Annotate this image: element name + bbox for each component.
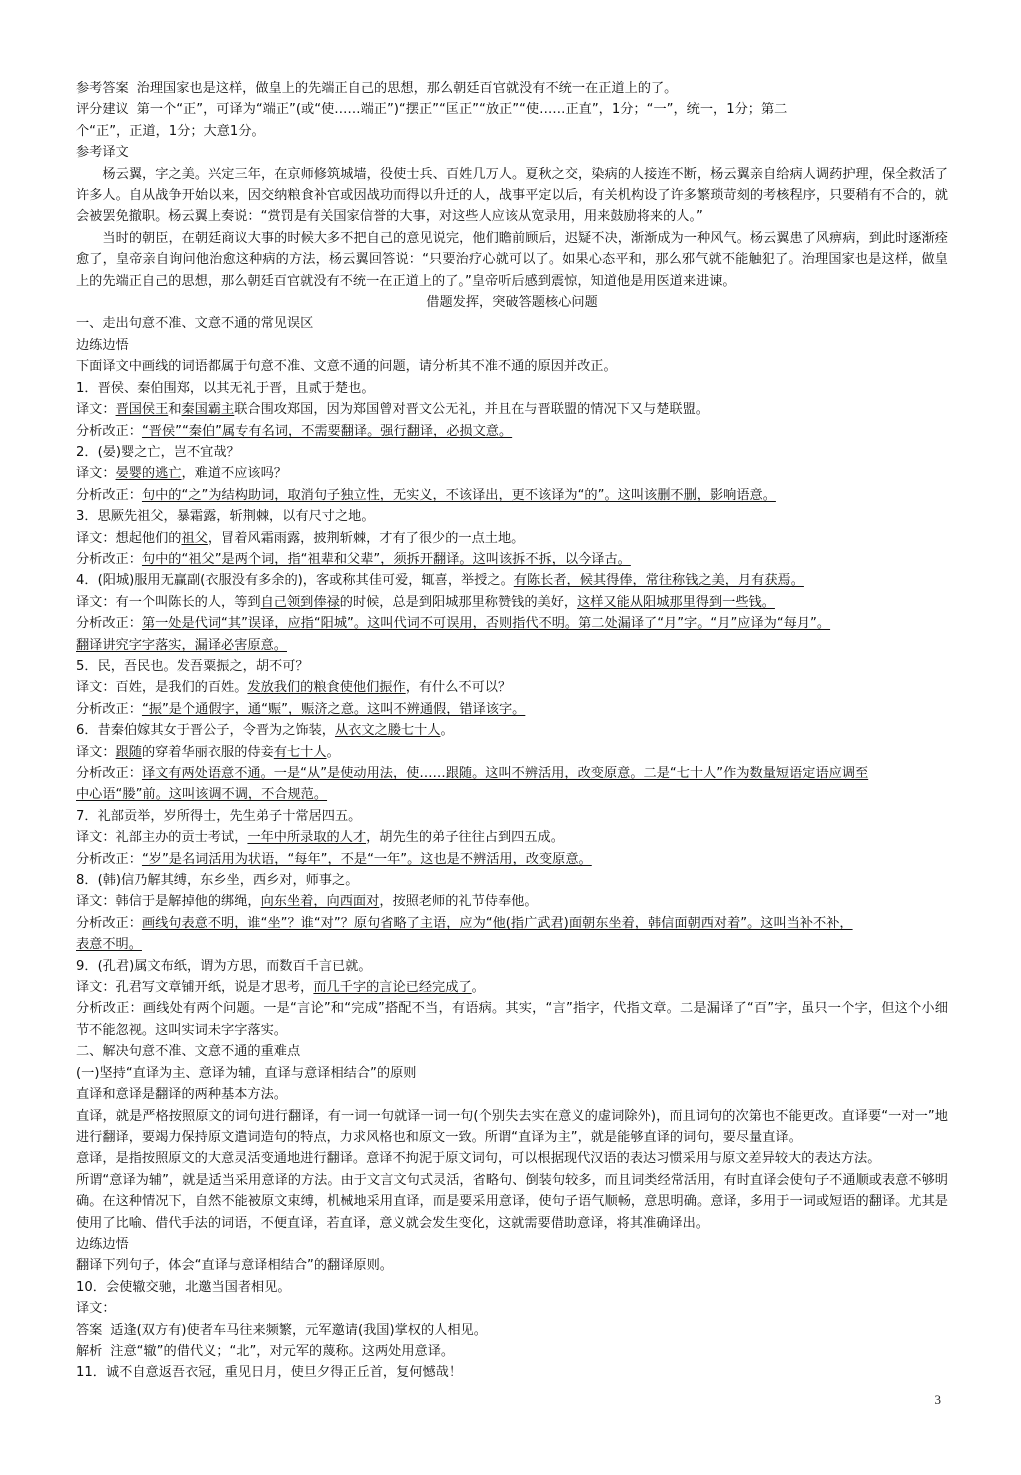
item-6-analysis-2 <box>76 784 948 805</box>
underlined-phrase: 有陈长者，候其得俸，常往称钱之美，月有获焉。 <box>513 573 804 589</box>
analysis-text: 第一处是代词“其”误译，应指“阳城”。这叫代词不可误用，否则指代不明。第二处漏译了“月”字。“月”应译为“每月”。 <box>141 616 831 632</box>
translation-label: 译文：韩信于是解掉他的绑绳， <box>76 894 261 910</box>
analysis-text: 表意不明。 <box>76 937 142 953</box>
analysis-label: 分析改正： <box>76 915 142 931</box>
analysis-label: 分析改正： <box>76 487 142 503</box>
item-8-source: 8．(韩)信乃解其缚，东乡坐，西乡对，师事之。 <box>76 873 359 889</box>
item-4-analysis <box>76 613 948 634</box>
question-11: 11．诚不自意返吾衣冠，重见日月，使旦夕得正丘首，复何憾哉！ <box>76 1365 463 1381</box>
scoring-line-2: 个“正”，正道，1分；大意1分。 <box>76 123 265 139</box>
item-9-analysis <box>76 998 948 1041</box>
underlined-phrase: 有七十人 <box>273 744 327 760</box>
translation-text: 。 <box>471 980 485 996</box>
analysis-label: 分析改正： <box>76 766 142 781</box>
explanation-text: 注意“辙”的借代义；“北”，对元军的蔑称。这两处用意译。 <box>110 1343 455 1359</box>
answer-text: 适逢(双方有)使者车马往来频繁，元军邀请(我国)掌权的人相见。 <box>110 1322 487 1338</box>
underlined-phrase: 发放我们的粮食使他们振作 <box>247 680 406 696</box>
question-10-explanation <box>76 1341 948 1362</box>
part2-instruction: 翻译下列句子，体会“直译与意译相结合”的翻译原则。 <box>76 1258 393 1274</box>
translation-label: 译文： <box>76 402 116 418</box>
part1-practice: 边练边悟 <box>76 337 129 353</box>
translation-ref-heading: 参考译文 <box>76 145 129 161</box>
answer-ref-text: 治理国家也是这样，做皇上的先端正自己的思想，那么朝廷百官就没有不统一在正道上的了。 <box>136 81 678 96</box>
analysis-label: 分析改正： <box>76 851 142 867</box>
translation-text: 联合围攻郑国，因为郑国曾对晋文公无礼，并且在与晋联盟的情况下又与楚联盟。 <box>234 402 709 418</box>
item-6-analysis <box>76 763 948 784</box>
item-5-analysis <box>76 699 948 720</box>
item-1-translation <box>76 399 948 420</box>
item-8-analysis-2 <box>76 934 948 955</box>
page-number: 3 <box>934 1392 941 1407</box>
analysis-text: “晋侯”“秦伯”属专有名词，不需要翻译。强行翻译，必损文意。 <box>141 423 513 439</box>
analysis-label: 分析改正： <box>76 616 142 632</box>
translation-text: ，冒着风霜雨露，披荆斩棘，才有了很少的一点土地。 <box>207 530 525 546</box>
part2-para-3: 意译，是指按照原文的大意灵活变通地进行翻译。意译不拘泥于原文词句，可以根据现代汉语的表达习惯采用与原文差异较大的表达方法。 <box>76 1151 881 1167</box>
item-8-translation <box>76 891 948 912</box>
part2-para-4: 所谓“意译为辅”，就是适当采用意译的方法。由于文言文句式灵活，省略句、倒装句较多，而且词类经常活用，有时直译会使句子不通顺或表意不够明确。在这种情况下，自然不能被原文束缚，机械地采用直译，而是要采用意译，使句子语气顺畅，意思明确。意译，多用于一词或短语的翻译。尤其是使用了比喻、借代手法的词语，不便直译，若直译，意义就会发生变化，这就需要借助意译，将其准确译出。 <box>76 1172 948 1231</box>
scoring-line <box>76 99 948 120</box>
item-1-analysis <box>76 421 948 442</box>
item-2-analysis <box>76 485 948 506</box>
answer-ref-line <box>76 78 948 99</box>
translation-para-1: 杨云翼，字之美。兴定三年，在京师修筑城墙，役使士兵、百姓几万人。夏秋之交，染病的人接连不断，杨云翼亲自给病人调药护理，保全救活了许多人。自从战争开始以来，因交纳粮食补官或因战功而得以升迁的人，战事平定以后，有关机构设了许多繁琐苛刻的考核程序，只要稍有不合的，就会被罢免撤职。杨云翼上奏说：“赏罚是有关国家信誉的大事，对这些人应该从宽录用，用来鼓励将来的人。” <box>76 166 948 225</box>
document-page <box>76 78 948 1384</box>
analysis-text: 句中的“祖父”是两个词，指“祖辈和父辈”，须拆开翻译。这叫该拆不拆，以今译古。 <box>141 551 631 567</box>
underlined-phrase: 自己领到俸禄 <box>260 594 340 610</box>
item-6-translation <box>76 742 948 763</box>
translation-text: ，难道不应该吗？ <box>181 466 287 482</box>
part2-practice: 边练边悟 <box>76 1236 129 1252</box>
underlined-phrase: 向东坐着，向西面对 <box>260 894 380 910</box>
analysis-text: 画线句表意不明，谁“坐”？谁“对”？原句省略了主语，应为“他(指广武君)面朝东坐着，韩信面朝西对着”。这叫当补不补， <box>141 915 853 931</box>
item-7-analysis <box>76 849 948 870</box>
translation-text: 和 <box>168 402 182 418</box>
item-5-source: 5．民，吾民也。发吾粟振之，胡不可？ <box>76 658 309 674</box>
translation-label: 译文：百姓，是我们的百姓。 <box>76 680 248 696</box>
translation-label: 译文：孔君写文章铺开纸，说是才思考， <box>76 980 314 996</box>
section-title: 借题发挥，突破答题核心问题 <box>426 295 598 311</box>
source-text: 4．(阳城)服用无赢副(衣服没有多余的)，客或称其佳可爱，辄喜，举授之。 <box>76 573 514 589</box>
underlined-phrase: 晋国侯王 <box>115 402 169 418</box>
part2-title: 二、解决句意不准、文意不通的重难点 <box>76 1044 301 1060</box>
source-text: 。 <box>440 723 454 739</box>
analysis-label: 分析改正： <box>76 701 142 717</box>
item-7-translation <box>76 827 948 848</box>
underlined-phrase: 而几千字的言论已经完成了 <box>313 980 472 996</box>
underlined-phrase: 晏婴的逃亡 <box>115 466 182 482</box>
translation-label: 译文： <box>76 466 116 482</box>
source-text: 6．昔秦伯嫁其女于晋公子，令晋为之饰装， <box>76 723 335 739</box>
part2-para-1: 直译和意译是翻译的两种基本方法。 <box>76 1087 287 1103</box>
analysis-text: 句中的“之”为结构助词，取消句子独立性，无实义，不该译出，更不该译为“的”。这叫该删不删，影响语意。 <box>141 487 776 503</box>
question-10-answer <box>76 1320 948 1341</box>
question-10: 10．会使辙交驰，北邀当国者相见。 <box>76 1279 291 1295</box>
analysis-text: “岁”是名词活用为状语，“每年”，不是“一年”。这也是不辨活用，改变原意。 <box>141 851 592 867</box>
answer-label: 答案 <box>76 1322 103 1338</box>
underlined-phrase: 跟随 <box>115 744 142 760</box>
analysis-label: 分析改正： <box>76 1001 143 1017</box>
question-10-translation: 译文： <box>76 1301 116 1317</box>
analysis-text: 画线处有两个问题。一是“言论”和“完成”搭配不当，有语病。其实，“言”指字，代指文章。二是漏译了“百”字，虽只一个字，但这个小细节不能忽视。这叫实词未字字落实。 <box>76 1001 948 1038</box>
translation-label: 译文：想起他们的 <box>76 530 182 546</box>
item-9-source: 9．(孔君)属文布纸，谓为方思，而数百千言已就。 <box>76 958 372 974</box>
part2-subtitle: (一)坚持“直译为主、意译为辅，直译与意译相结合”的原则 <box>76 1065 417 1081</box>
analysis-text: 中心语“媵”前。这叫该调不调，不合规范。 <box>76 787 328 803</box>
item-4-analysis-2 <box>76 635 948 656</box>
item-2-source: 2．(晏)婴之亡，岂不宜哉？ <box>76 444 240 460</box>
answer-ref-label: 参考答案 <box>76 81 129 96</box>
underlined-phrase: 这样又能从阳城那里得到一些钱。 <box>577 594 775 610</box>
underlined-phrase: 一年中所录取的人才 <box>247 830 367 846</box>
underlined-phrase: 从衣文之媵七十人 <box>334 723 441 739</box>
item-4-source <box>76 570 948 591</box>
translation-text: 译文：有一个叫陈长的人，等到 <box>76 594 261 610</box>
analysis-text: “振”是个通假字，通“赈”，赈济之意。这叫不辨通假，错译该字。 <box>141 701 526 717</box>
translation-text: 。 <box>326 744 340 760</box>
item-5-translation <box>76 677 948 698</box>
underlined-phrase: 祖父 <box>181 530 208 546</box>
item-2-translation <box>76 463 948 484</box>
translation-label: 译文：礼部主办的贡士考试， <box>76 830 248 846</box>
item-3-translation <box>76 528 948 549</box>
underlined-phrase: 秦国霸主 <box>181 402 235 418</box>
item-7-source: 7．礼部贡举，岁所得士，先生弟子十常居四五。 <box>76 808 362 824</box>
item-9-translation <box>76 977 948 998</box>
item-6-source <box>76 720 948 741</box>
analysis-text: 译文有两处语意不通。一是“从”是使动用法，使……跟随。这叫不辨活用，改变原意。二是“七十人”作为数量短语定语应调至 <box>141 766 869 781</box>
translation-label: 译文： <box>76 744 116 760</box>
item-3-analysis <box>76 549 948 570</box>
translation-text: ，按照老师的礼节侍奉他。 <box>379 894 538 910</box>
translation-text: ，有什么不可以？ <box>405 680 512 696</box>
item-8-analysis <box>76 913 948 934</box>
translation-text: ，胡先生的弟子往往占到四五成。 <box>366 830 564 846</box>
item-4-translation <box>76 592 948 613</box>
scoring-label: 评分建议 <box>76 102 129 118</box>
translation-text: 的时候，总是到阳城那里称赞钱的美好， <box>339 594 578 610</box>
explanation-label: 解析 <box>76 1343 103 1359</box>
scoring-text-1: 第一个“正”，可译为“端正”(或“使……端正”)“摆正”“匡正”“放正”“使……正直”，1分；“一”，统一，1分；第二 <box>136 102 788 118</box>
item-1-source: 1．晋侯、秦伯围郑，以其无礼于晋，且贰于楚也。 <box>76 380 375 396</box>
analysis-label: 分析改正： <box>76 551 142 567</box>
translation-text: 的穿着华丽衣服的侍妾 <box>141 744 274 760</box>
part1-title: 一、走出句意不准、文意不通的常见误区 <box>76 316 314 332</box>
part1-instruction: 下面译文中画线的词语都属于句意不准、文意不通的问题，请分析其不准不通的原因并改正。 <box>76 359 617 375</box>
item-3-source: 3．思厥先祖父，暴霜露，斩荆棘，以有尺寸之地。 <box>76 509 375 525</box>
translation-para-2: 当时的朝臣，在朝廷商议大事的时候大多不把自己的意见说完，他们瞻前顾后，迟疑不决，渐渐成为一种风气。杨云翼患了风痹病，到此时逐渐痊愈了，皇帝亲自询问他治愈这种病的方法，杨云翼回答说：“只要治疗心就可以了。如果心态平和，那么邪气就不能触犯了。治理国家也是这样，做皇上的先端正自己的思想，那么朝廷百官就没有不统一在正道上的了。”皇帝听后感到震惊，知道他是用医道来进谏。 <box>76 230 948 289</box>
analysis-text: 翻译讲究字字落实，漏译必害原意。 <box>76 637 287 653</box>
part2-para-2: 直译，就是严格按照原文的词句进行翻译，有一词一句就译一词一句(个别失去实在意义的虚词除外)，而且词句的次第也不能更改。直译要“一对一”地进行翻译，要竭力保持原文遣词造句的特点，力求风格也和原文一致。所谓“直译为主”，就是能够直译的词句，要尽量直译。 <box>76 1108 948 1145</box>
analysis-label: 分析改正： <box>76 423 142 439</box>
